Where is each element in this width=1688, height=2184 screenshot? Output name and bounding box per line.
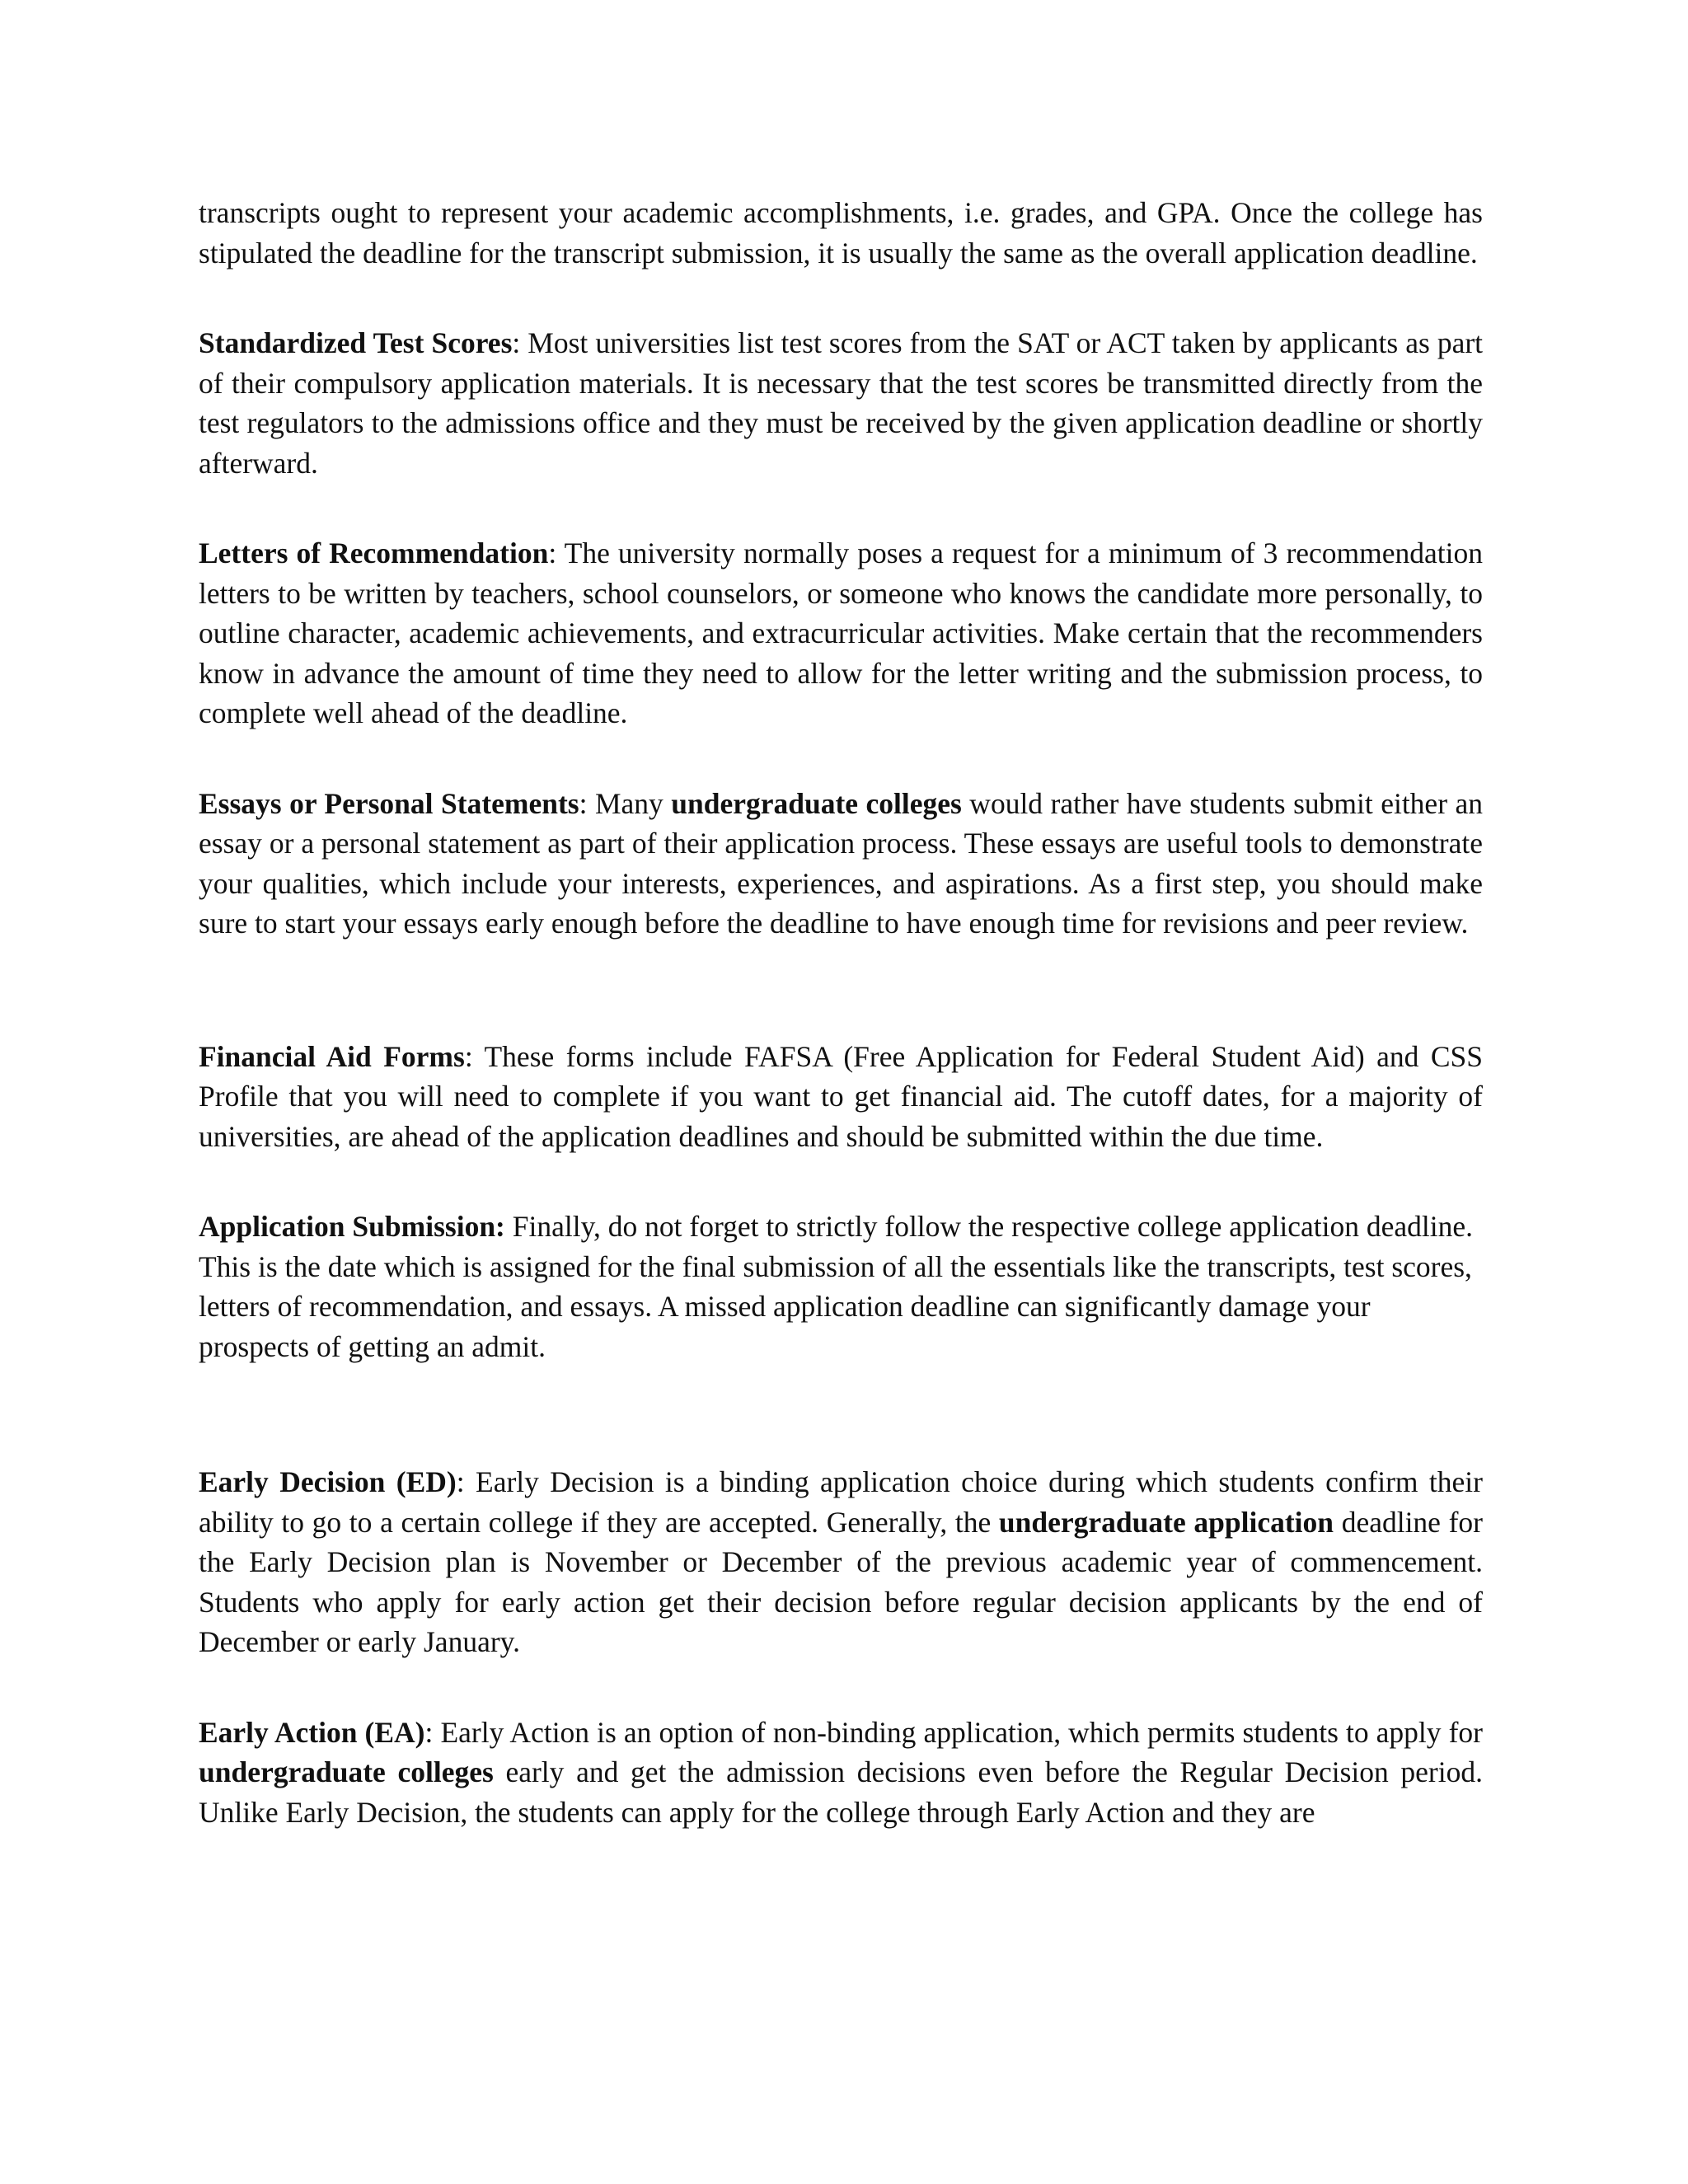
emphasis-undergraduate-colleges: undergraduate colleges — [671, 786, 962, 820]
paragraph-early-decision — [199, 1462, 1483, 1662]
paragraph-text: : Many — [579, 786, 672, 820]
paragraph-text: Finally, do not forget to strictly follow the respective college application deadline. This is the date which is assigned for the final submission of all the essentials like the transcripts, test scores, letters of recommendation, and essays. A missed application deadline can significantly damage your prospects of getting an admit. — [199, 1210, 1474, 1363]
paragraph-transcripts — [199, 193, 1483, 273]
paragraph-text: : These forms include FAFSA (Free Application for Federal Student Aid) and CSS Profile that you will need to complete if you want to get financial aid. The cutoff dates, for a majority of universities, are ahead of the application deadlines and should be submitted within the due time. — [199, 1039, 1483, 1153]
emphasis-undergraduate-application: undergraduate application — [998, 1505, 1334, 1539]
paragraph-application-submission — [199, 1207, 1483, 1366]
paragraph-text: : The university normally poses a request for a minimum of 3 recommendation letters to be written by teachers, school counselors, or someone who knows the candidate more personally, to outline character, academic achievements, and extracurricular activities. Make certain that the recommenders know in advance the amount of time they need to allow for the letter writing and the submission process, to complete well ahead of the deadline. — [199, 537, 1483, 729]
paragraph-text: : Most universities list test scores from the SAT or ACT taken by applicants as part of their compulsory application materials. It is necessary that the test scores be transmitted directly from the test regulators to the admissions office and they must be received by the given application deadline or shortly afterward. — [199, 326, 1484, 480]
paragraph-text: early and get the admission decisions even before the Regular Decision period. Unlike Early Decision, the students can apply for the college through Early Action and they are — [199, 1755, 1483, 1829]
paragraph-standardized-test-scores — [199, 323, 1483, 483]
paragraph-lead: Essays or Personal Statements — [199, 786, 579, 820]
paragraph-lead: Application Submission: — [199, 1210, 505, 1243]
paragraph-lead: Standardized Test Scores — [199, 326, 513, 359]
paragraph-early-action — [199, 1713, 1483, 1833]
paragraph-letters-of-recommendation — [199, 533, 1483, 733]
paragraph-text: deadline for the Early Decision plan is November or December of the previous academic year of commencement. Students who apply for early action get their decision before regular decision applicants by the end of December or early January. — [199, 1505, 1483, 1658]
document-body — [199, 193, 1483, 1832]
paragraph-lead: Early Action (EA) — [199, 1715, 425, 1749]
paragraph-essays-personal-statements — [199, 784, 1483, 944]
paragraph-text: : Early Action is an option of non-binding application, which permits students to apply for — [424, 1715, 1483, 1749]
paragraph-text: transcripts ought to represent your academic accomplishments, i.e. grades, and GPA. Once the college has stipulated the deadline for the transcript submission, it is usually the same as the overall application deadline. — [199, 196, 1483, 269]
paragraph-financial-aid-forms — [199, 1037, 1483, 1157]
paragraph-text: would rather have students submit either an essay or a personal statement as part of their application process. These essays are useful tools to demonstrate your qualities, which include your interests, experiences, and aspirations. As a first step, you should make sure to start your essays early enough before the deadline to have enough time for revisions and peer review. — [199, 786, 1483, 940]
paragraph-lead: Letters of Recommendation — [199, 537, 549, 569]
paragraph-lead: Financial Aid Forms — [199, 1039, 465, 1073]
paragraph-text: : Early Decision is a binding application choice during which students confirm their ability to go to a certain college if they are accepted. Generally, the — [199, 1465, 1483, 1539]
emphasis-undergraduate-colleges: undergraduate colleges — [199, 1755, 494, 1788]
paragraph-lead: Early Decision (ED) — [199, 1465, 457, 1498]
